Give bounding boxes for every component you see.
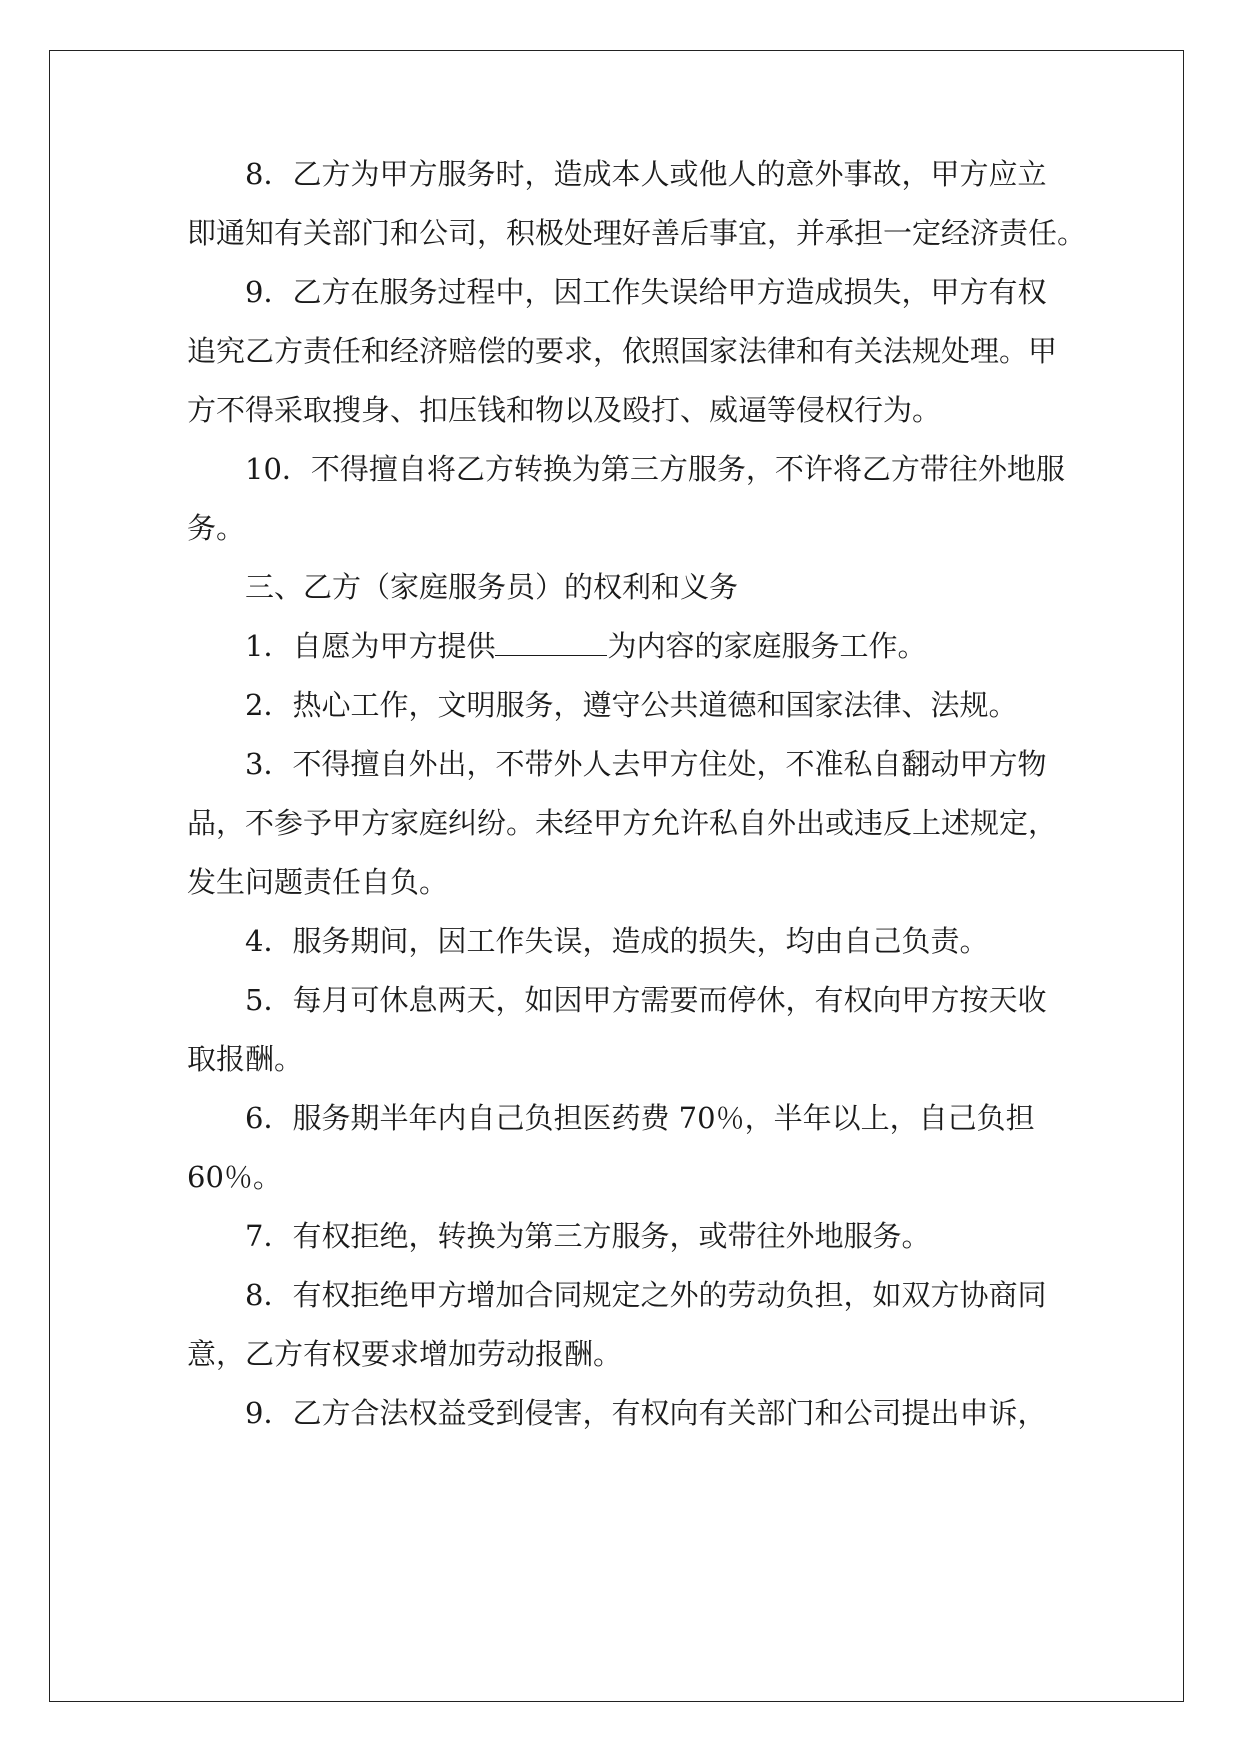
text-line: 务。 — [187, 511, 246, 545]
text-line: 方不得采取搜身、扣压钱和物以及殴打、威逼等侵权行为。 — [187, 393, 942, 427]
text-line: 品，不参予甲方家庭纠纷。未经甲方允许私自外出或违反上述规定， — [187, 806, 1058, 840]
text-line: 意，乙方有权要求增加劳动报酬。 — [187, 1337, 623, 1371]
text-segment: 为内容的家庭服务工作。 — [607, 629, 927, 663]
fill-in-blank — [495, 627, 607, 656]
text-line: 4．服务期间，因工作失误，造成的损失，均由自己负责。 — [245, 924, 989, 958]
text-line-with-blank — [245, 626, 926, 666]
text-line: 9．乙方合法权益受到侵害，有权向有关部门和公司提出申诉， — [245, 1396, 1047, 1430]
text-segment: 1．自愿为甲方提供 — [245, 629, 496, 663]
section-heading: 三、乙方（家庭服务员）的权利和义务 — [245, 570, 739, 604]
text-line: 即通知有关部门和公司，积极处理好善后事宜，并承担一定经济责任。 — [187, 216, 1087, 250]
text-line: 9．乙方在服务过程中，因工作失误给甲方造成损失，甲方有权 — [245, 275, 1047, 309]
text-line: 取报酬。 — [187, 1042, 304, 1076]
text-line: 10．不得擅自将乙方转换为第三方服务，不许将乙方带往外地服 — [245, 452, 1065, 486]
text-line: 60％。 — [187, 1160, 282, 1194]
text-line: 发生问题责任自负。 — [187, 865, 449, 899]
text-line: 8．乙方为甲方服务时，造成本人或他人的意外事故，甲方应立 — [245, 157, 1047, 191]
text-line: 6．服务期半年内自己负担医药费 70％，半年以上，自己负担 — [245, 1101, 1035, 1135]
text-line: 追究乙方责任和经济赔偿的要求，依照国家法律和有关法规处理。甲 — [187, 334, 1058, 368]
text-line: 8．有权拒绝甲方增加合同规定之外的劳动负担，如双方协商同 — [245, 1278, 1047, 1312]
text-line: 7．有权拒绝，转换为第三方服务，或带往外地服务。 — [245, 1219, 931, 1253]
text-line: 5．每月可休息两天，如因甲方需要而停休，有权向甲方按天收 — [245, 983, 1047, 1017]
text-line: 3．不得擅自外出，不带外人去甲方住处，不准私自翻动甲方物 — [245, 747, 1047, 781]
text-line: 2．热心工作，文明服务，遵守公共道德和国家法律、法规。 — [245, 688, 1018, 722]
